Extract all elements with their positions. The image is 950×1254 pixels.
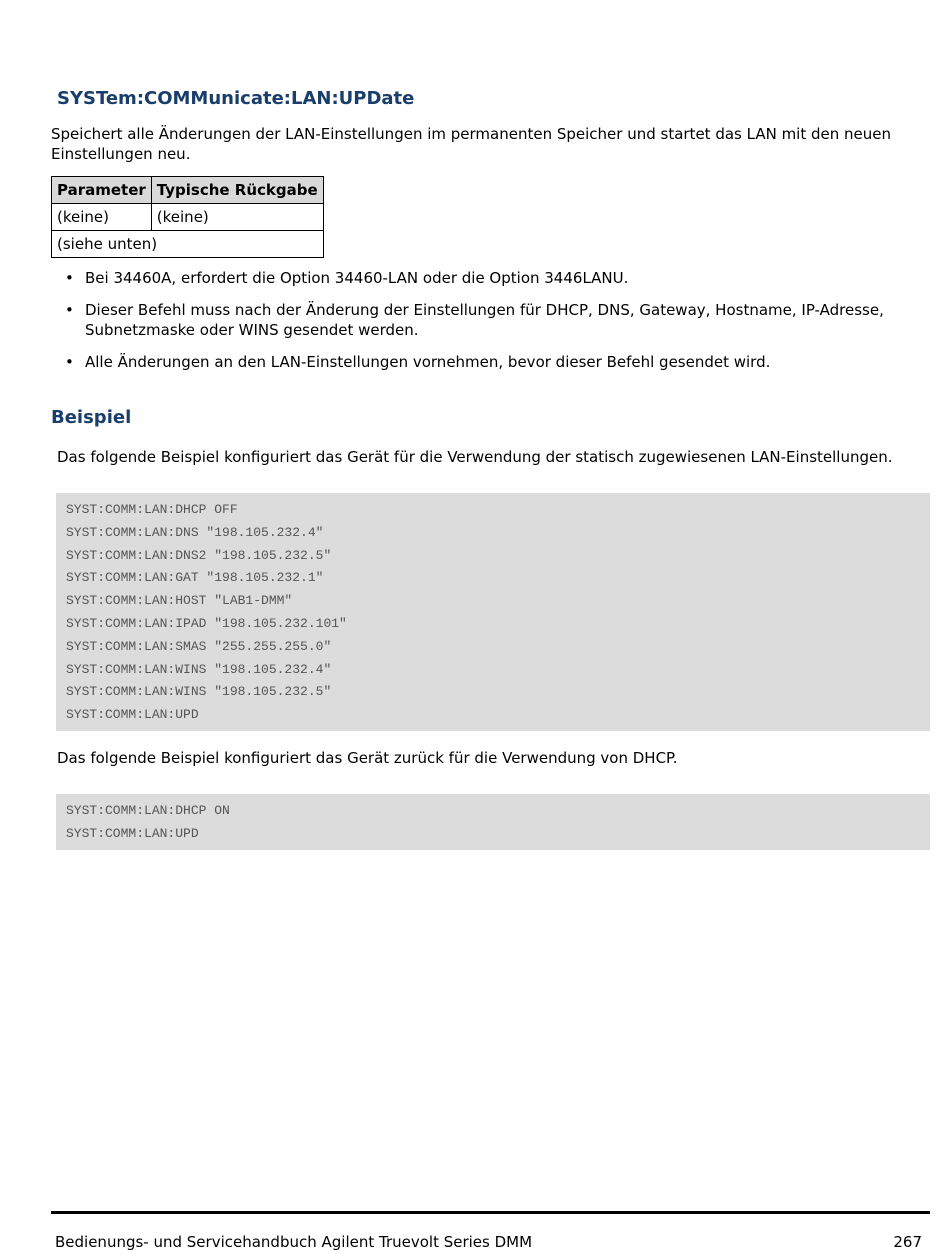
list-item: [51, 352, 891, 372]
note-text: Bei 34460A, erfordert die Option 34460-LAN oder die Option 3446LANU.: [85, 269, 629, 287]
footer-divider: [51, 1211, 930, 1214]
note-text: Dieser Befehl muss nach der Änderung der Einstellungen für DHCP, DNS, Gateway, Hostname, IP-Adresse, Subnetzmaske oder WINS gesendet werden.: [85, 301, 884, 339]
bullet-icon: •: [65, 353, 74, 371]
table-row: [52, 204, 324, 231]
code-line: SYST:COMM:LAN:IPAD "198.105.232.101": [66, 615, 347, 631]
table-row: [52, 231, 324, 258]
code-block-dhcp: [56, 794, 930, 850]
list-item: [51, 268, 891, 288]
parameter-table-header-row: [52, 177, 324, 204]
command-title: SYSTem:COMMunicate:LAN:UPDate: [57, 88, 415, 109]
bullet-icon: •: [65, 301, 74, 319]
parameter-header: Parameter: [52, 177, 152, 204]
parameter-table: [51, 176, 324, 258]
code-line: SYST:COMM:LAN:DNS "198.105.232.4": [66, 524, 324, 540]
code-line: SYST:COMM:LAN:HOST "LAB1-DMM": [66, 593, 293, 609]
example-intro-dhcp: Das folgende Beispiel konfiguriert das Gerät zurück für die Verwendung von DHCP.: [57, 749, 678, 767]
command-description: Speichert alle Änderungen der LAN-Einstellungen im permanenten Speicher und startet das LAN mit den neuen Einstellungen neu.: [51, 125, 891, 163]
return-cell: (keine): [151, 204, 323, 231]
code-line: SYST:COMM:LAN:WINS "198.105.232.5": [66, 684, 332, 700]
footer-title: Bedienungs- und Servicehandbuch Agilent Truevolt Series DMM: [55, 1233, 533, 1251]
bullet-icon: •: [65, 269, 74, 287]
code-line: SYST:COMM:LAN:DNS2 "198.105.232.5": [66, 547, 332, 563]
code-line: SYST:COMM:LAN:DHCP ON: [66, 803, 230, 818]
return-header: Typische Rückgabe: [151, 177, 323, 204]
table-note-cell: (siehe unten): [52, 231, 324, 258]
code-line: SYST:COMM:LAN:WINS "198.105.232.4": [66, 661, 332, 677]
code-line: SYST:COMM:LAN:UPD: [66, 707, 199, 723]
code-line: SYST:COMM:LAN:SMAS "255.255.255.0": [66, 638, 332, 654]
example-heading: Beispiel: [51, 407, 132, 428]
parameter-cell: (keine): [52, 204, 152, 231]
list-item: [51, 300, 891, 340]
code-line: SYST:COMM:LAN:GAT "198.105.232.1": [66, 570, 324, 586]
note-text: Alle Änderungen an den LAN-Einstellungen vornehmen, bevor dieser Befehl gesendet wird.: [85, 353, 771, 371]
code-line: SYST:COMM:LAN:DHCP OFF: [66, 502, 238, 517]
example-intro-static: Das folgende Beispiel konfiguriert das Gerät für die Verwendung der statisch zugewiesenen LAN-Einstellungen.: [57, 448, 893, 466]
page-number: 267: [893, 1233, 922, 1251]
notes-list: [51, 268, 891, 384]
code-block-static: [56, 493, 930, 731]
code-line: SYST:COMM:LAN:UPD: [66, 825, 199, 841]
